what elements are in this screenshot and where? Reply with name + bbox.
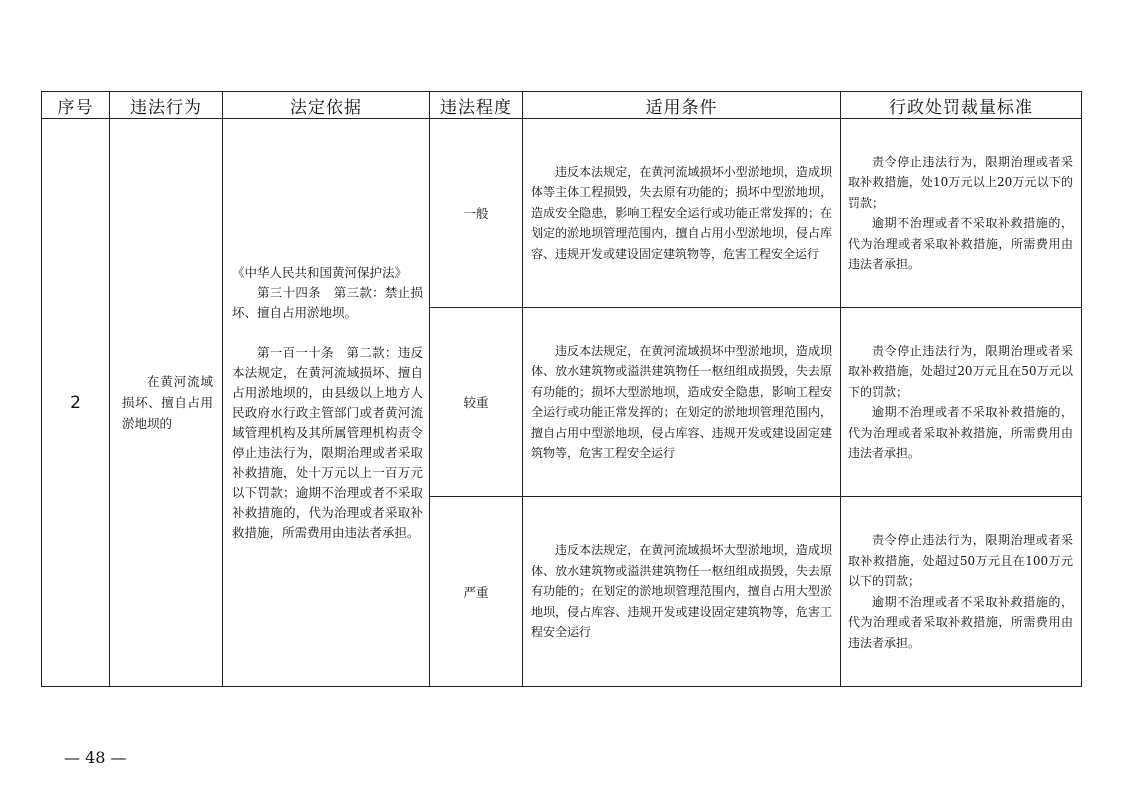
header-applicable-conditions: 适用条件 — [523, 92, 841, 119]
standard-serious — [841, 308, 1082, 497]
standard-general-overdue: 逾期不治理或者不采取补救措施的，代为治理或者采取补救措施，所需费用由违法者承担。 — [848, 216, 1073, 271]
header-violation-degree: 违法程度 — [430, 92, 523, 119]
header-legal-basis: 法定依据 — [223, 92, 430, 119]
penalty-standard-table — [41, 91, 1082, 687]
degree-severe: 严重 — [430, 497, 523, 687]
condition-severe-text: 违反本法规定，在黄河流域损坏大型淤地坝，造成坝体、放水建筑物或溢洪建筑物任一枢纽组成损毁，失去原有功能的；在划定的淤地坝管理范围内，擅自占用大型淤地坝，侵占库容、违规开发或建设固定建筑物等，危害工程安全运行 — [531, 543, 832, 640]
header-serial-number: 序号 — [42, 92, 110, 119]
law-title: 《中华人民共和国黄河保护法》 — [232, 264, 408, 280]
standard-severe-overdue: 逾期不治理或者不采取补救措施的，代为治理或者采取补救措施，所需费用由违法者承担。 — [848, 594, 1073, 650]
header-penalty-standard: 行政处罚裁量标准 — [841, 92, 1082, 119]
legal-clause-110: 第一百一十条 第二款：违反本法规定，在黄河流域损坏、擅自占用淤地坝的，由县级以上地方人民政府水行政主管部门或者黄河流域管理机构及其所属管理机构责令停止违法行为，限期治理或者采取补救措施，处十万元以上一百万元以下罚款；逾期不治理或者不采取补救措施的，代为治理或者采取补救措施，所需费用由违法者承担。 — [232, 344, 423, 540]
condition-severe — [523, 497, 841, 687]
standard-severe-fine: 责令停止违法行为，限期治理或者采取补救措施，处超过50万元且在100万元以下的罚款； — [848, 533, 1073, 588]
degree-serious: 较重 — [430, 308, 523, 497]
header-violation: 违法行为 — [110, 92, 223, 119]
legal-clause-34: 第三十四条 第三款：禁止损坏、擅自占用淤地坝。 — [232, 284, 423, 320]
condition-general-text: 违反本法规定，在黄河流域损坏小型淤地坝，造成坝体等主体工程损毁，失去原有功能的；损坏中型淤地坝，造成安全隐患，影响工程安全运行或功能正常发挥的；在划定的淤地坝管理范围内，擅自占用小型淤地坝，侵占库容、违规开发或建设固定建筑物等，危害工程安全运行 — [531, 164, 832, 261]
legal-basis-cell — [223, 119, 430, 687]
standard-general — [841, 119, 1082, 308]
violation-description — [110, 119, 223, 687]
degree-general: 一般 — [430, 119, 523, 308]
standard-severe — [841, 497, 1082, 687]
violation-text: 在黄河流域损坏、擅自占用淤地坝的 — [122, 374, 213, 431]
standard-serious-fine: 责令停止违法行为，限期治理或者采取补救措施，处超过20万元且在50万元以下的罚款； — [848, 343, 1073, 399]
standard-general-fine: 责令停止违法行为，限期治理或者采取补救措施，处10万元以上20万元以下的罚款； — [848, 154, 1073, 210]
condition-serious-text: 违反本法规定，在黄河流域损坏中型淤地坝，造成坝体、放水建筑物或溢洪建筑物任一枢纽组成损毁，失去原有功能的；损坏大型淤地坝，造成安全隐患，影响工程安全运行或功能正常发挥的；在划定的淤地坝管理范围内，擅自占用中型淤地坝，侵占库容、违规开发或建设固定建筑物等，危害工程安全运行 — [531, 343, 832, 460]
condition-serious — [523, 308, 841, 497]
table-header-row — [42, 92, 1082, 119]
standard-serious-overdue: 逾期不治理或者不采取补救措施的，代为治理或者采取补救措施，所需费用由违法者承担。 — [848, 405, 1073, 460]
table-row — [42, 119, 1082, 308]
condition-general — [523, 119, 841, 308]
page-number: — 48 — — [64, 748, 127, 767]
row-serial-number: 2 — [42, 119, 110, 687]
